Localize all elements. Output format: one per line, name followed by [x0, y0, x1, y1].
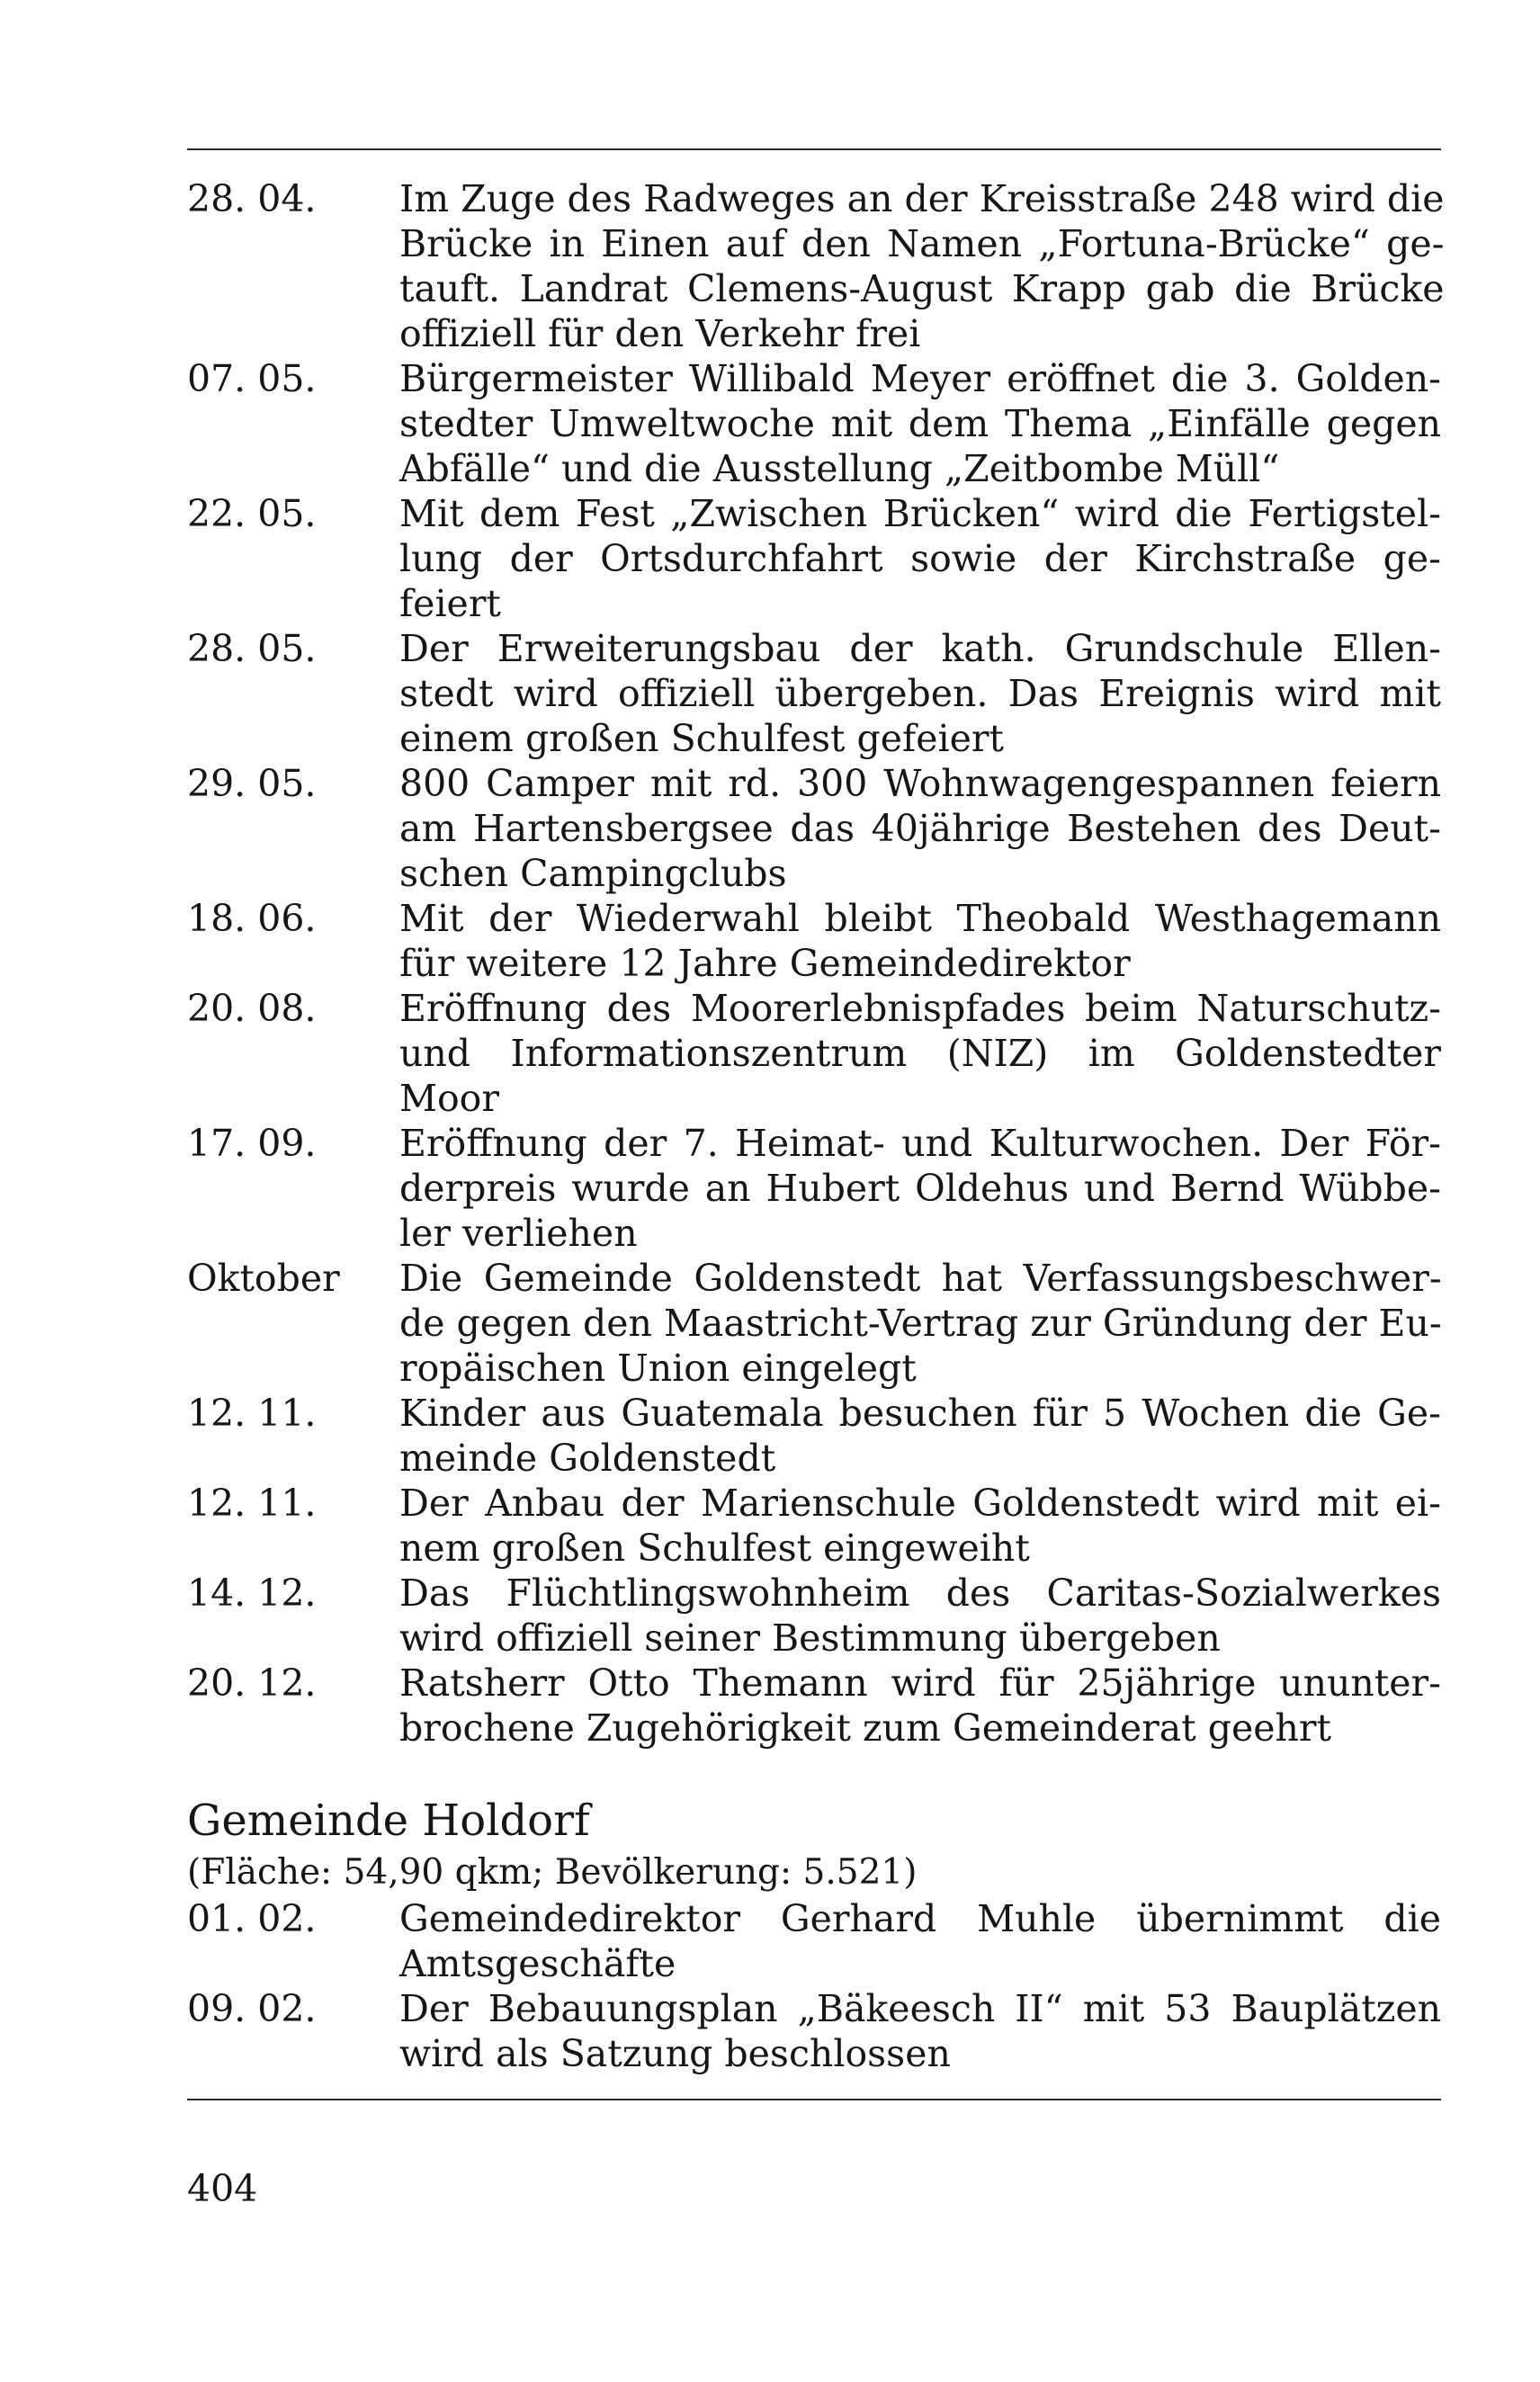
entry-text-line: Kinder aus Guatemala besuchen für 5 Wochen die Ge-	[399, 1392, 1441, 1435]
entry-text-line: am Hartensbergsee das 40jährige Bestehen des Deut-	[399, 807, 1441, 850]
entry-text-line: de gegen den Maastricht-Vertrag zur Gründung der Eu-	[399, 1302, 1442, 1345]
entry-date: 20. 08.	[187, 987, 317, 1030]
entry-text	[399, 761, 1441, 896]
entry-date: 17. 09.	[187, 1122, 317, 1165]
entry-text-line: Eröffnung der 7. Heimat- und Kulturwochen. Der För-	[399, 1122, 1441, 1165]
entry-text	[399, 491, 1441, 626]
entry-text	[399, 1571, 1441, 1661]
entry-text	[399, 1121, 1441, 1256]
entry-text-line: und Informationszentrum (NIZ) im Goldenstedter	[399, 1032, 1441, 1075]
entry-text-line: lung der Ortsdurchfahrt sowie der Kirchstraße ge-	[399, 537, 1441, 580]
entry-text	[399, 986, 1441, 1121]
entry-text-line: Der Bebauungsplan „Bäkeesch II“ mit 53 Bauplätzen	[399, 1987, 1441, 2030]
entry-date: 20. 12.	[187, 1661, 317, 1705]
chronicle-entry	[187, 761, 1441, 896]
entry-text-line: Bürgermeister Willibald Meyer eröffnet die 3. Golden-	[399, 357, 1441, 400]
entry-date: 09. 02.	[187, 1987, 317, 2030]
entry-date: 12. 11.	[187, 1482, 317, 1525]
top-rule	[187, 148, 1441, 150]
entry-text-line: stedter Umweltwoche mit dem Thema „Einfälle gegen	[399, 402, 1441, 445]
chronicle-entry	[187, 1256, 1441, 1391]
section-stats: (Fläche: 54,90 qkm; Bevölkerung: 5.521)	[187, 1852, 918, 1893]
page-number: 404	[187, 2167, 258, 2210]
entry-text-line: feiert	[399, 582, 501, 625]
entry-text-line: Abfälle“ und die Ausstellung „Zeitbombe Müll“	[399, 447, 1280, 490]
entry-text	[399, 356, 1441, 491]
entry-text-line: Brücke in Einen auf den Namen „Fortuna-Brücke“ ge-	[399, 222, 1445, 265]
entry-text-line: Mit dem Fest „Zwischen Brücken“ wird die Fertigstel-	[399, 492, 1441, 535]
chronicle-list-holdorf	[187, 1896, 1441, 2076]
entry-text	[399, 1391, 1441, 1481]
entry-text	[399, 1986, 1441, 2076]
chronicle-entry	[187, 1571, 1441, 1661]
entry-text-line: einem großen Schulfest gefeiert	[399, 717, 1004, 760]
entry-date: 14. 12.	[187, 1572, 317, 1615]
entry-text-line: für weitere 12 Jahre Gemeindedirektor	[399, 942, 1131, 985]
chronicle-entry	[187, 491, 1441, 626]
entry-text-line: brochene Zugehörigkeit zum Gemeinderat geehrt	[399, 1706, 1331, 1750]
entry-text-line: Ratsherr Otto Themann wird für 25jährige ununter-	[399, 1661, 1441, 1705]
entry-text-line: Moor	[399, 1077, 499, 1120]
entry-text-line: meinde Goldenstedt	[399, 1437, 776, 1480]
entry-text	[399, 626, 1441, 761]
entry-text	[399, 176, 1444, 356]
entry-text-line: Gemeindedirektor Gerhard Muhle übernimmt die	[399, 1897, 1441, 1940]
bottom-rule	[187, 2099, 1441, 2100]
entry-text-line: ler verliehen	[399, 1212, 638, 1255]
entry-date: 28. 05.	[187, 627, 317, 670]
chronicle-list-goldenstedt	[187, 176, 1445, 1751]
chronicle-entry	[187, 986, 1441, 1121]
entry-date: 29. 05.	[187, 762, 317, 805]
entry-text-line: Mit der Wiederwahl bleibt Theobald Westhagemann	[399, 897, 1441, 940]
chronicle-entry	[187, 896, 1441, 986]
entry-text-line: offiziell für den Verkehr frei	[399, 312, 921, 355]
chronicle-entry	[187, 1391, 1441, 1481]
entry-date: 12. 11.	[187, 1392, 317, 1435]
entry-date: 01. 02.	[187, 1897, 317, 1940]
entry-text-line: wird als Satzung beschlossen	[399, 2032, 951, 2075]
entry-text-line: 800 Camper mit rd. 300 Wohnwagengespannen feiern	[399, 762, 1441, 805]
entry-text	[399, 1896, 1441, 1986]
entry-text-line: Die Gemeinde Goldenstedt hat Verfassungsbeschwer-	[399, 1257, 1442, 1300]
entry-text-line: Das Flüchtlingswohnheim des Caritas-Sozialwerkes	[399, 1572, 1441, 1615]
entry-text-line: Eröffnung des Moorerlebnispfades beim Naturschutz-	[399, 987, 1441, 1030]
entry-text	[399, 1256, 1442, 1391]
entry-text-line: tauft. Landrat Clemens-August Krapp gab die Brücke	[399, 267, 1445, 310]
entry-date: 18. 06.	[187, 897, 317, 940]
chronicle-entry	[187, 1481, 1441, 1571]
entry-text-line: wird offiziell seiner Bestimmung übergeben	[399, 1616, 1221, 1660]
entry-text-line: Amtsgeschäfte	[399, 1942, 676, 1985]
entry-text	[399, 1661, 1441, 1751]
entry-text-line: ropäischen Union eingelegt	[399, 1347, 917, 1390]
entry-date: Oktober	[187, 1257, 340, 1300]
chronicle-entry	[187, 356, 1441, 491]
entry-date: 07. 05.	[187, 357, 317, 400]
entry-text-line: Der Erweiterungsbau der kath. Grundschule Ellen-	[399, 627, 1441, 670]
entry-text-line: nem großen Schulfest eingeweiht	[399, 1527, 1030, 1570]
section-heading: Gemeinde Holdorf	[187, 1795, 590, 1846]
entry-text-line: derpreis wurde an Hubert Oldehus und Bernd Wübbe-	[399, 1167, 1441, 1210]
chronicle-entry	[187, 626, 1441, 761]
chronicle-entry	[187, 1896, 1441, 1986]
entry-text	[399, 1481, 1441, 1571]
chronicle-entry	[187, 1121, 1441, 1256]
chronicle-entry	[187, 176, 1445, 356]
chronicle-entry	[187, 1661, 1441, 1751]
entry-date: 22. 05.	[187, 492, 317, 535]
chronicle-entry	[187, 1986, 1441, 2076]
entry-text-line: Der Anbau der Marienschule Goldenstedt wird mit ei-	[399, 1482, 1441, 1525]
entry-text-line: schen Campingclubs	[399, 852, 787, 895]
entry-text	[399, 896, 1441, 986]
entry-text-line: stedt wird offiziell übergeben. Das Ereignis wird mit	[399, 672, 1441, 715]
entry-text-line: Im Zuge des Radweges an der Kreisstraße 248 wird die	[399, 177, 1445, 220]
entry-date: 28. 04.	[187, 177, 317, 220]
